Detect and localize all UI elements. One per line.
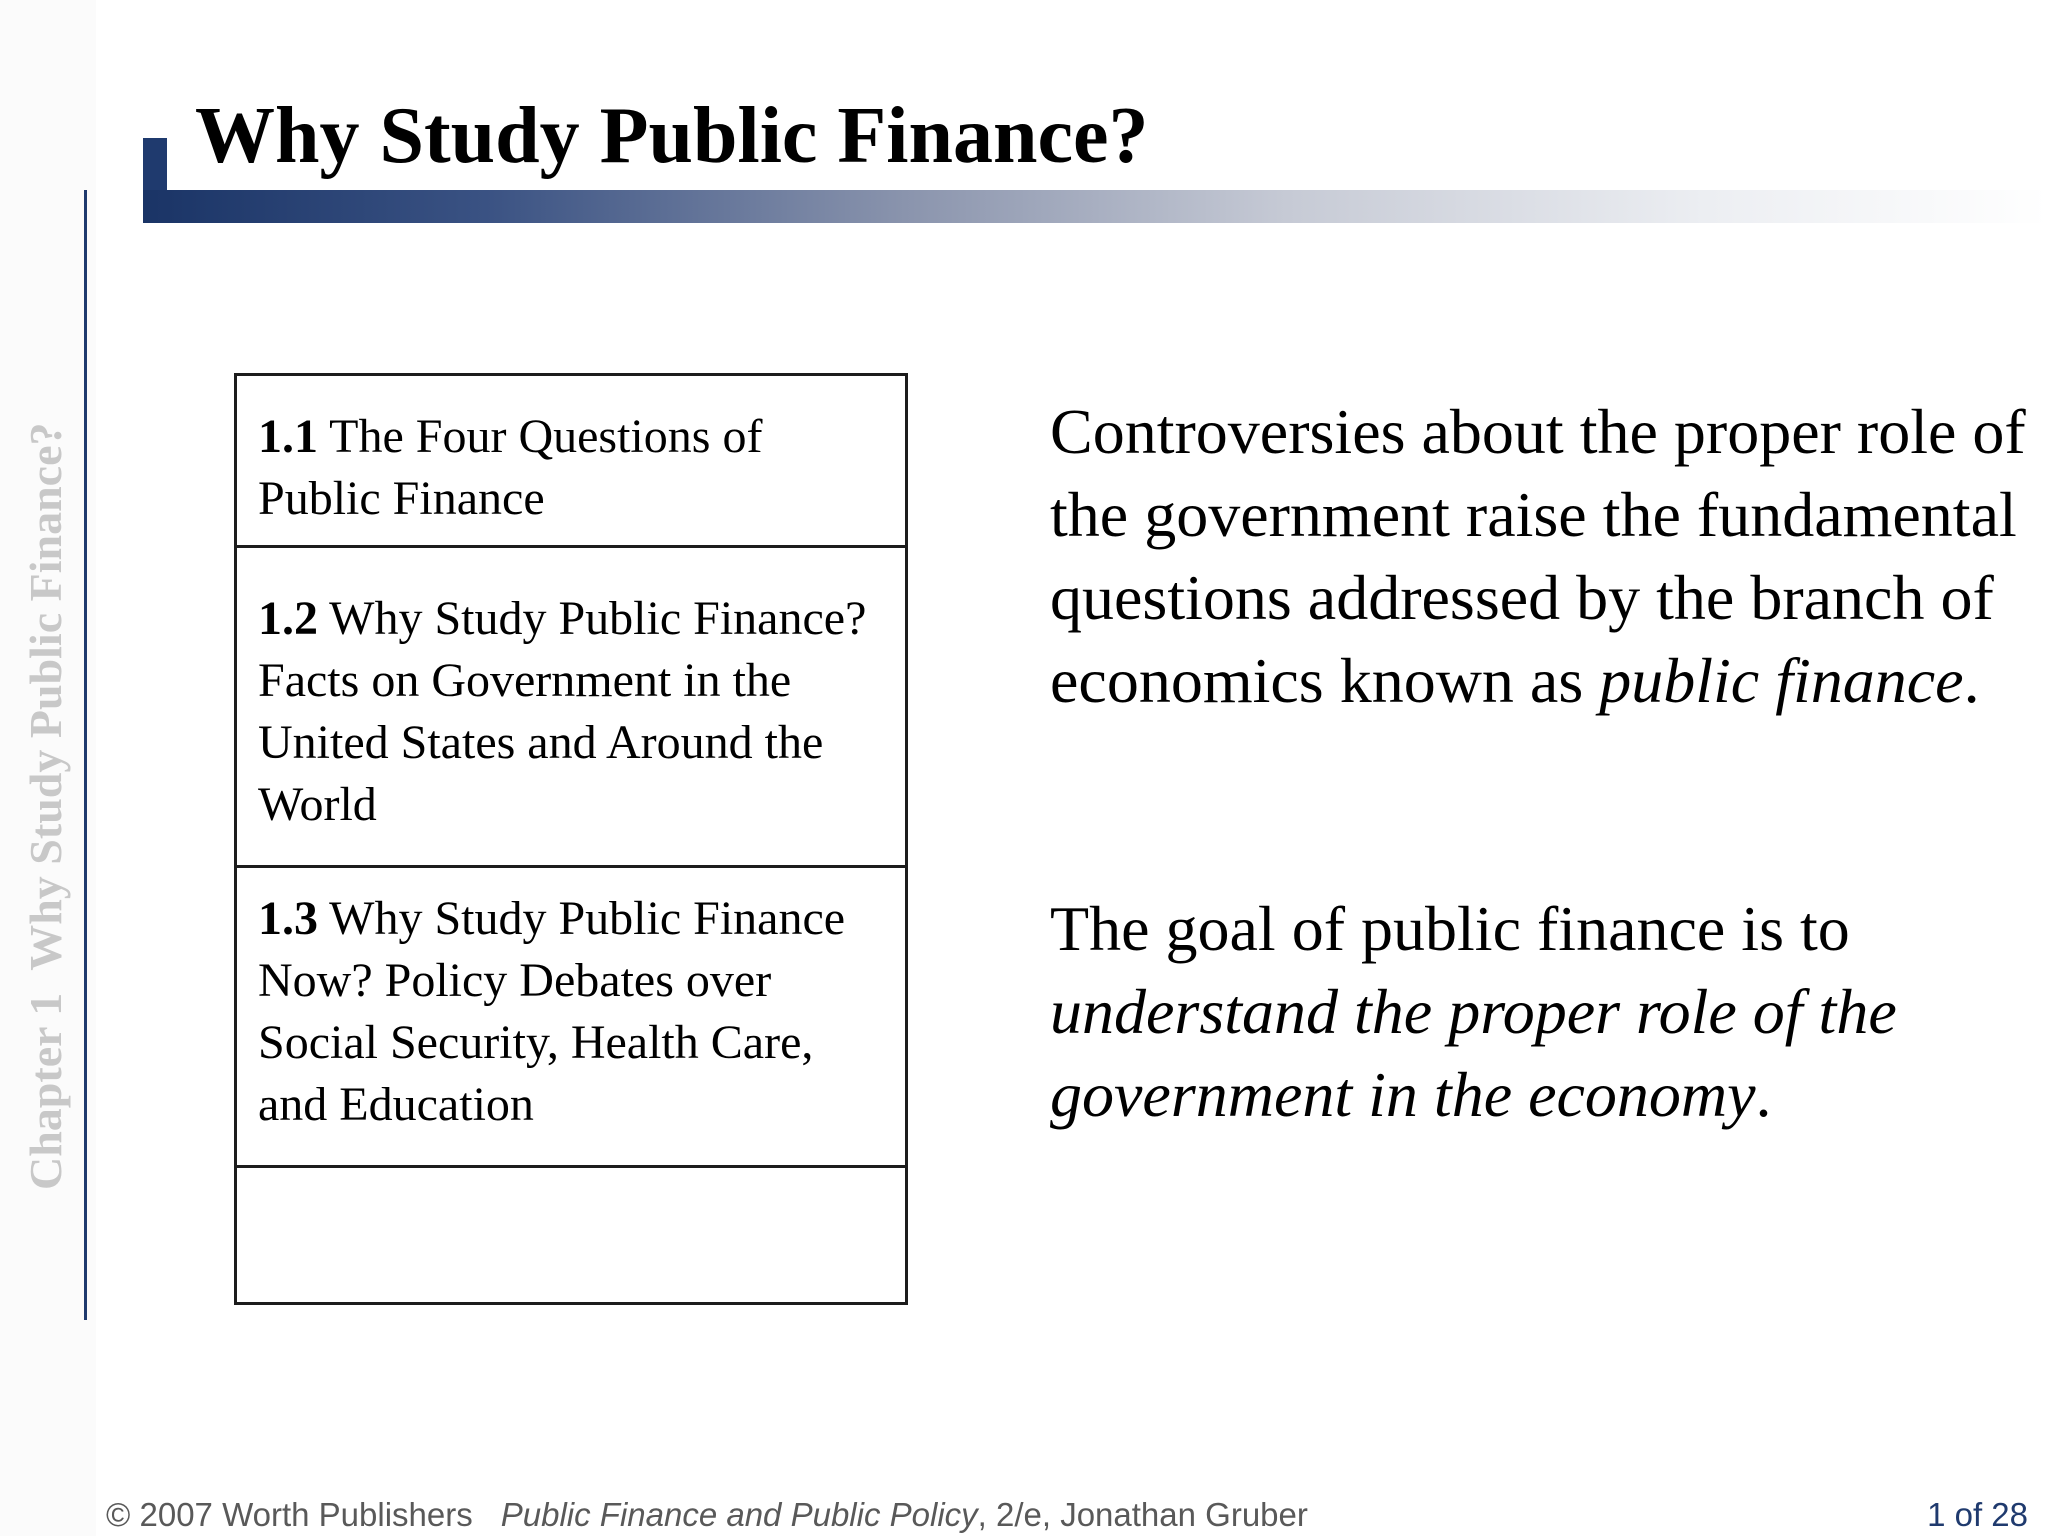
- paragraph-end: .: [1963, 645, 1980, 716]
- footer-copyright: © 2007 Worth Publishers: [106, 1496, 473, 1533]
- paragraph-emphasis: understand the proper role of the government in the economy: [1050, 976, 1897, 1130]
- section-number: 1.1: [258, 410, 318, 463]
- section-row: [237, 868, 905, 1168]
- footer: [106, 1495, 1308, 1535]
- footer-edition-author: , 2/e, Jonathan Gruber: [977, 1496, 1308, 1533]
- section-number: 1.2: [258, 592, 318, 645]
- left-divider-line: [84, 190, 87, 1320]
- paragraph-text: Controversies about the proper role of the government raise the fundamental questions addressed by the branch of economics known as: [1050, 396, 2026, 716]
- chapter-name: Why Study Public Finance?: [20, 422, 71, 971]
- page-number: 1 of 28: [1927, 1496, 2028, 1533]
- body-paragraph-2: [1050, 887, 2030, 1136]
- chapter-label: [16, 190, 76, 1190]
- body-paragraph-1: [1050, 390, 2030, 722]
- section-title: Why Study Public Finance? Facts on Government in the United States and Around the World: [258, 592, 867, 831]
- title-gradient-bar: [143, 190, 2048, 223]
- section-title: The Four Questions of Public Finance: [258, 410, 763, 525]
- paragraph-end: .: [1755, 1059, 1772, 1130]
- footer-book-title: Public Finance and Public Policy: [500, 1496, 978, 1533]
- section-row-empty: [237, 1168, 905, 1302]
- chapter-number: Chapter 1: [20, 992, 71, 1190]
- section-row: [237, 376, 905, 548]
- section-row: [237, 548, 905, 868]
- section-title: Why Study Public Finance Now? Policy Debates over Social Security, Health Care, and Education: [258, 892, 846, 1131]
- section-number: 1.3: [258, 892, 318, 945]
- paragraph-text: The goal of public finance is to: [1050, 893, 1850, 964]
- section-table: [234, 373, 908, 1305]
- slide-title: Why Study Public Finance?: [195, 92, 1149, 180]
- paragraph-emphasis: public finance: [1599, 645, 1964, 716]
